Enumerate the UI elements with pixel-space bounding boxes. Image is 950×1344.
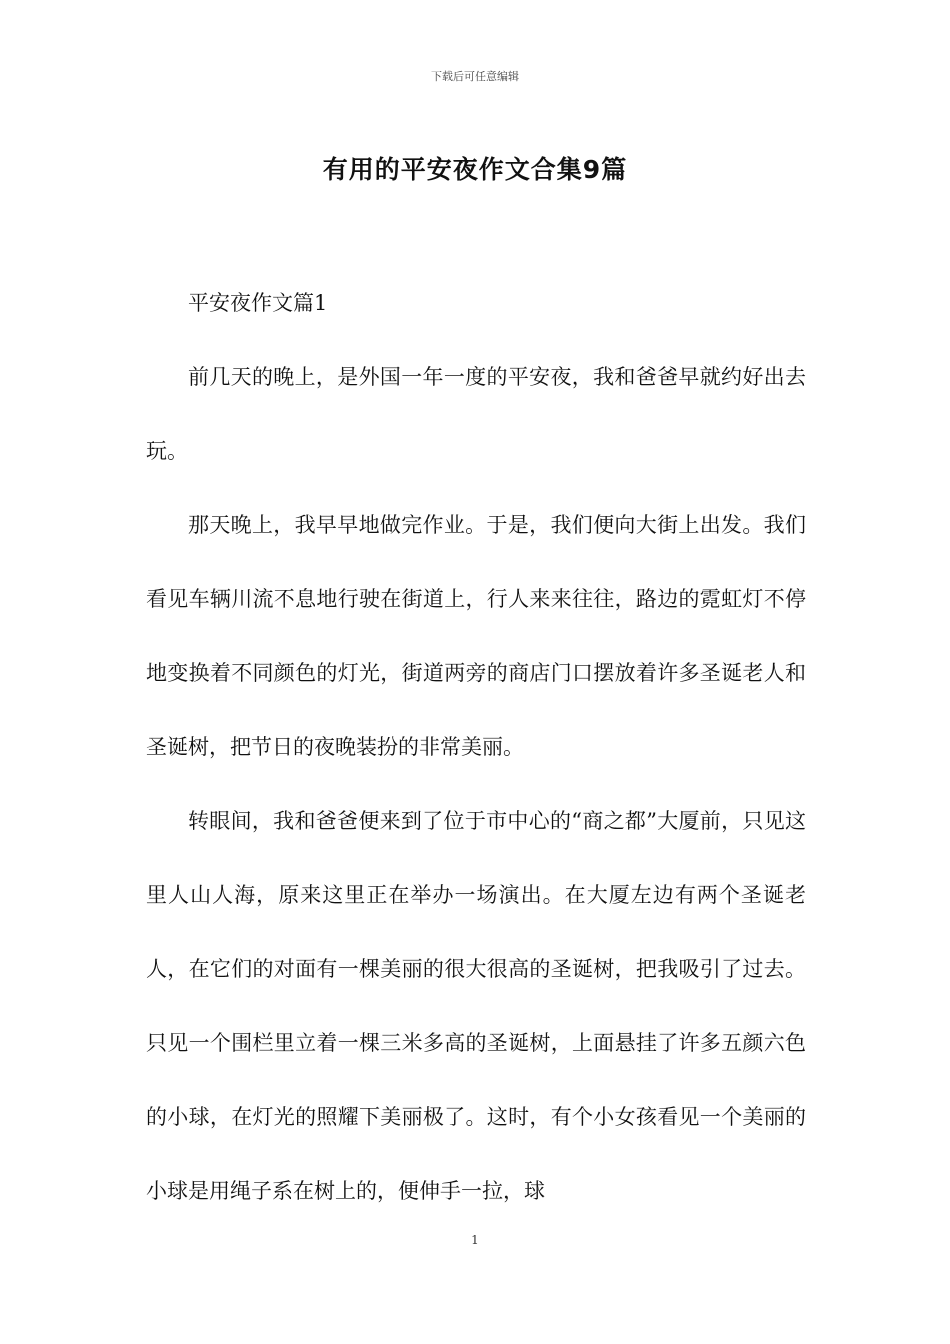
document-title: 有用的平安夜作文合集9篇	[322, 155, 628, 184]
paragraph-1: 前几天的晚上，是外国一年一度的平安夜，我和爸爸早就约好出去玩。	[146, 365, 806, 463]
page-header: 下载后可任意编辑	[431, 70, 519, 83]
section-heading: 平安夜作文篇1	[188, 291, 328, 315]
document-body	[146, 266, 806, 1228]
page-number: 1	[471, 1233, 479, 1247]
paragraph-3: 转眼间，我和爸爸便来到了位于市中心的“商之都”大厦前，只见这里人山人海，原来这里正在举办一场演出。在大厦左边有两个圣诞老人，在它们的对面有一棵美丽的很大很高的圣诞树，把我吸引了过去。只见一个围栏里立着一棵三米多高的圣诞树，上面悬挂了许多五颜六色的小球，在灯光的照耀下美丽极了。这时，有个小女孩看见一个美丽的小球是用绳子系在树上的，便伸手一拉，球	[146, 809, 806, 1203]
paragraph-2: 那天晚上，我早早地做完作业。于是，我们便向大街上出发。我们看见车辆川流不息地行驶在街道上，行人来来往往，路边的霓虹灯不停地变换着不同颜色的灯光，街道两旁的商店门口摆放着许多圣诞老人和圣诞树，把节日的夜晚装扮的非常美丽。	[146, 513, 806, 759]
